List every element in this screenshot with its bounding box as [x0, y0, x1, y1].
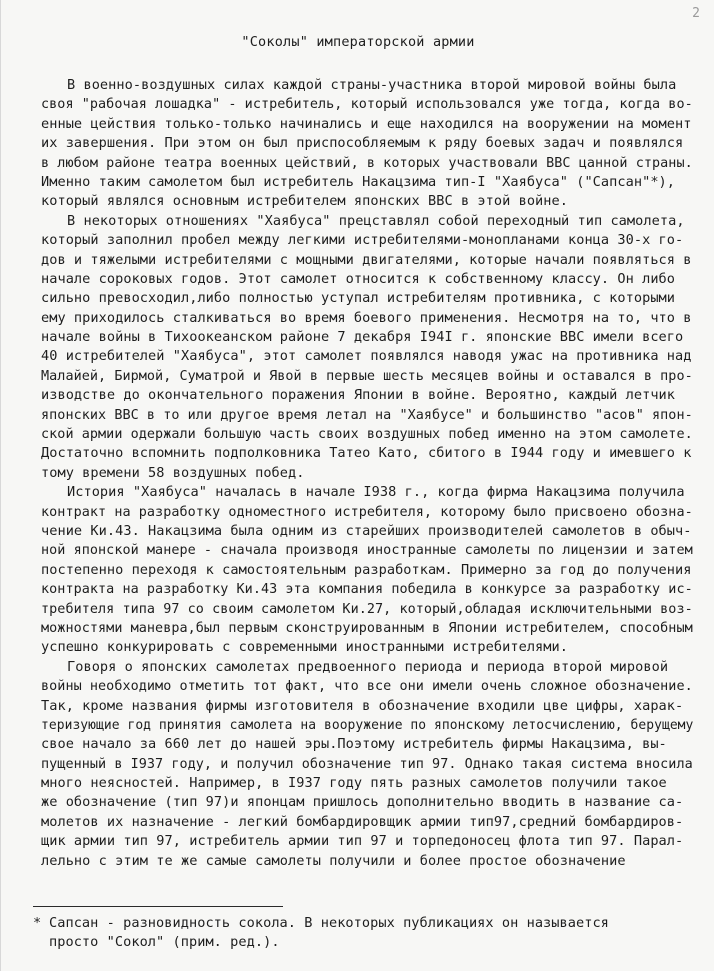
text-line: ной японской манере - сначала производя иностранные самолеты по лицензии и затем — [41, 542, 693, 559]
text-line: требителя типа 97 со своим самолетом Ки.27, который,обладая исключительными воз- — [41, 600, 693, 617]
text-line: контракта на разработку Ки.43 эта компания победила в конкурсе за разработку ис- — [41, 581, 693, 598]
text-line: В военно-воздушных силах каждой страны-участника второй мировой войны была — [67, 77, 677, 93]
text-line: который являлся основным истребителем японских ВВС в этой войне. — [41, 193, 568, 210]
footnote-line — [33, 914, 693, 933]
text-line: Малайей, Бирмой, Суматрой и Явой в первые шесть месяцев войны и оставался в про- — [41, 367, 693, 384]
text-line: успешно конкурировать с современными иностранными истребителями. — [41, 639, 568, 656]
text-line: енные цействия только-только начинались и еще находился на вооружении на момент — [41, 115, 692, 132]
footnote-divider — [33, 906, 283, 907]
footnote-text: Сапсан - разновидность сокола. В некоторых публикациях он называется — [49, 915, 609, 931]
text-line: Достаточно вспомнить подполковника Татео Като, сбитого в I944 году и имевшего к — [41, 445, 692, 462]
paragraph — [41, 76, 693, 212]
footnote-text: просто "Сокол" (прим. ред.). — [49, 934, 280, 951]
text-line: ему приходилось сталкиваться во время боевого применения. Несмотря на то, что в — [41, 309, 692, 326]
text-line: молетов их назначение - легкий бомбардировщик армии тип97,средний бомбардиров- — [41, 813, 684, 830]
text-line: пущенный в I937 году, и получил обозначение тип 97. Однако такая система вносила — [41, 755, 693, 772]
text-line: много неясностей. Например, в I937 году пять разных самолетов получили такое — [41, 775, 667, 792]
text-line: постепенно переходя к самостоятельным разработкам. Примерно за год до получения — [41, 561, 692, 578]
text-line: История "Хаябуса" началась в начале I938 г., когда фирма Накацзима получила — [67, 484, 685, 501]
text-line: 40 истребителей "Хаябуса", этот самолет появлялся наводя ужас на противника над — [41, 348, 692, 365]
text-line: Говоря о японских самолетах предвоенного периода и периода второй мировой — [67, 658, 669, 675]
paragraph — [41, 212, 693, 483]
footnote — [33, 914, 693, 953]
paragraph — [41, 483, 693, 658]
text-line: их завершения. При этом он был приспособляемым к ряду боевых задач и появлялся — [41, 135, 684, 152]
text-line: дов и тяжелыми истребителями с мощными двигателями, которые начали появляться в — [41, 251, 692, 268]
text-line: чение Ки.43. Накацзима была одним из старейших производителей самолетов в обыч- — [41, 522, 692, 539]
text-line: японских ВВС в то или другое время летал на "Хаябусе" и большинство "асов" япон- — [41, 406, 693, 423]
text-line: В некоторых отношениях "Хаябуса" прецставлял собой переходный тип самолета, — [67, 212, 685, 229]
text-line: сильно превосходил,либо полностью уступал истребителям противника, с которыми — [41, 290, 676, 307]
text-line: Именно таким самолетом был истребитель Накацзима тип-I "Хаябуса" ("Сапсан"*), — [41, 173, 676, 190]
text-line: который заполнил пробел между легкими истребителями-монопланами конца 30-х го- — [41, 232, 684, 249]
text-line: можностями маневра,был первым сконструированным в Японии истребителем, способным — [41, 619, 693, 636]
text-line: начале войны в Тихоокеанском районе 7 декабря I94I г. японские ВВС имели всего — [41, 329, 684, 346]
page-title: "Соколы" императорской армии — [241, 34, 475, 50]
text-line: же обозначение (тип 97)и японцам пришлось дополнительно вводить в название са- — [41, 794, 684, 811]
text-line: своя "рабочая лошадка" - истребитель, который использовался уже тогда, когда во- — [41, 96, 693, 113]
footnote-mark: * — [33, 915, 42, 931]
page-number: 2 — [692, 6, 700, 21]
text-line: щик армии тип 97, истребитель армии тип 97 и торпедоносец флота тип 97. Парал- — [41, 833, 684, 850]
document-body — [41, 76, 693, 871]
text-line: войны необходимо отметить тот факт, что все они имели очень сложное обозначение. — [41, 678, 693, 695]
text-line: теризующие год принятия самолета на вооружение по японскому летосчислению, берущему — [41, 716, 694, 733]
text-line: контракт на разработку одноместного истребителя, которому было присвоено обозна- — [41, 503, 693, 520]
text-line: в любом районе театра военных цействий, в которых участвовали ВВС цанной страны. — [41, 154, 693, 171]
text-line: лельно с этим те же самые самолеты получили и более простое обозначение — [41, 852, 626, 869]
paragraph — [41, 658, 693, 871]
text-line: тому времени 58 воздушных побед. — [41, 464, 305, 481]
text-line: начале сороковых годов. Этот самолет относится к собственному классу. Он либо — [41, 270, 676, 287]
text-line: ской армии одержали большую часть своих воздушных побед именно на этом самолете. — [41, 426, 693, 443]
footnote-line — [33, 933, 693, 952]
text-line: изводстве до окончательного поражения Японии в войне. Вероятно, каждый летчик — [41, 387, 676, 404]
text-line: Так, кроме названия фирмы изготовителя в обозначение входили цве цифры, харак- — [41, 697, 684, 714]
text-line: свое начало за 660 лет до нашей эры.Поэтому истребитель фирмы Накацзима, вы- — [41, 736, 667, 753]
